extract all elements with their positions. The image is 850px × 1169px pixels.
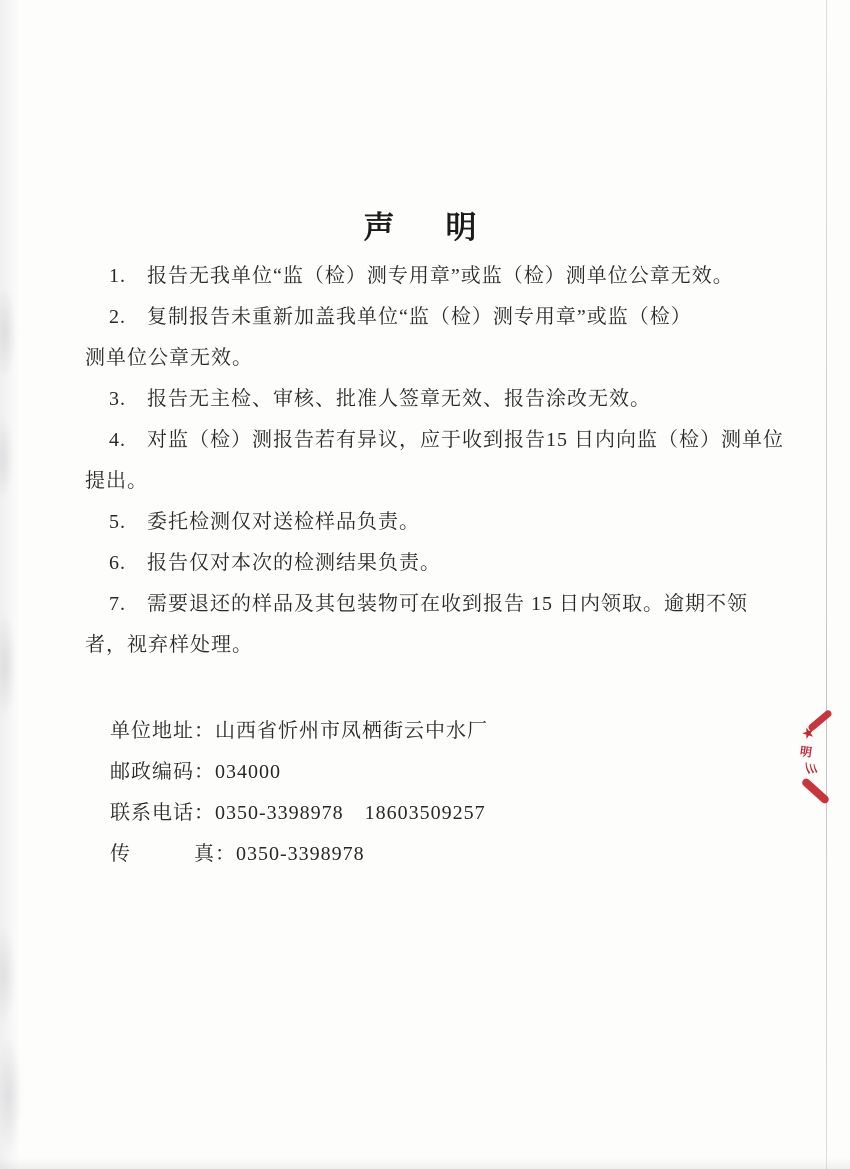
statement-line-5: 5. 委托检测仅对送检样品负责。 (109, 511, 420, 533)
statement-line-1: 1. 报告无我单位“监（检）测专用章”或监（检）测单位公章无效。 (109, 265, 734, 287)
seal-text-fragment: 明 (799, 744, 813, 760)
red-seal-stamp-fragment (794, 708, 832, 808)
contact-row-address (110, 711, 488, 752)
statement-line-2-continuation: 测单位公章无效。 (85, 347, 253, 369)
seal-text-fragment: 彡 (800, 759, 819, 777)
statement-line-2: 2. 复制报告未重新加盖我单位“监（检）测专用章”或监（检） (109, 306, 692, 328)
statement-list (85, 256, 785, 666)
contact-row-fax (110, 834, 488, 875)
statement-line-3: 3. 报告无主检、审核、批准人签章无效、报告涂改无效。 (109, 388, 651, 410)
page-title: 声 明 (363, 210, 487, 245)
contact-label: 联系电话： (110, 802, 215, 824)
statement-line-4: 4. 对监（检）测报告若有异议，应于收到报告15 日内向监（检）测单位 (109, 429, 784, 451)
contact-label: 邮政编码： (110, 761, 215, 783)
scan-edge-line (826, 0, 827, 1169)
scan-bottom-shadow (0, 1158, 850, 1169)
seal-star-icon: ★ (799, 724, 818, 744)
contact-value: 0350-3398978 (236, 843, 365, 865)
contact-value: 034000 (215, 761, 281, 783)
statement-line-7-continuation: 者，视弃样处理。 (85, 634, 253, 656)
contact-value: 山西省忻州市凤栖街云中水厂 (215, 720, 488, 742)
contact-info (110, 711, 488, 875)
contact-value: 0350-3398978 18603509257 (215, 802, 486, 824)
contact-row-phone (110, 793, 488, 834)
contact-label: 传 真： (110, 843, 236, 865)
statement-line-4-continuation: 提出。 (85, 470, 148, 492)
statement-line-6: 6. 报告仅对本次的检测结果负责。 (109, 552, 441, 574)
seal-ring-arc-bottom (801, 777, 831, 805)
contact-row-postcode (110, 752, 488, 793)
contact-label: 单位地址： (110, 720, 215, 742)
statement-line-7: 7. 需要退还的样品及其包装物可在收到报告 15 日内领取。逾期不领 (109, 593, 748, 615)
